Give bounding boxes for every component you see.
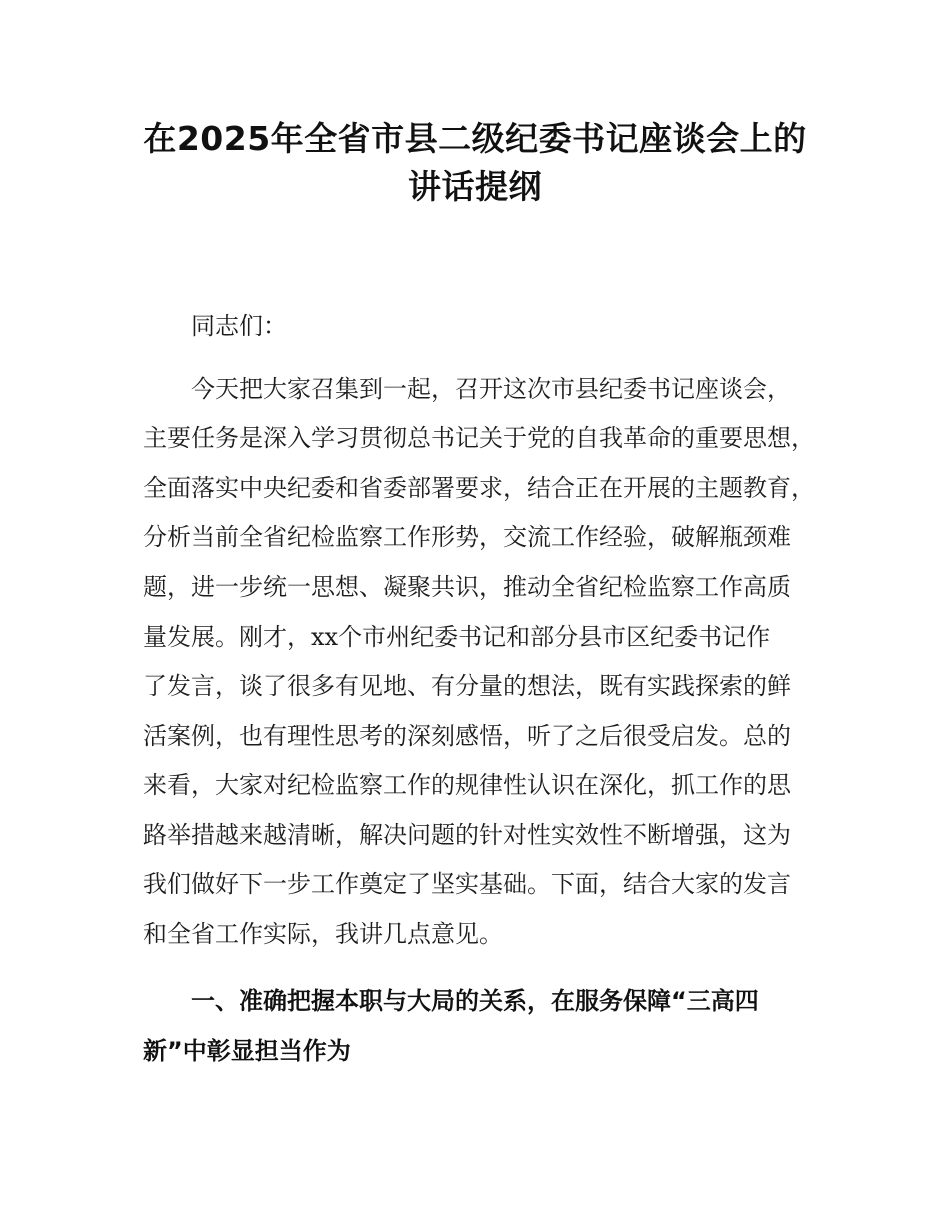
section-heading-line: 新”中彰显担当作为 [143,1037,351,1065]
paragraph-line: 今天把大家召集到一起，召开这次市县纪委书记座谈会， [191,375,791,403]
section-heading-line: 一、准确把握本职与大局的关系，在服务保障“三高四 [191,987,759,1015]
paragraph-line: 分析当前全省纪检监察工作形势，交流工作经验，破解瓶颈难 [143,523,791,551]
salutation: 同志们： [191,312,287,340]
paragraph-line: 题，进一步统一思想、凝聚共识，推动全省纪检监察工作高质 [143,573,791,601]
document-title-line-2: 讲话提纲 [408,167,542,206]
paragraph-line: 主要任务是深入学习贯彻总书记关于党的自我革命的重要思想， [143,424,815,452]
paragraph-line: 路举措越来越清晰，解决问题的针对性实效性不断增强，这为 [143,821,791,849]
paragraph-line: 和全省工作实际，我讲几点意见。 [143,920,503,948]
paragraph-line: 活案例，也有理性思考的深刻感悟，听了之后很受启发。总的 [143,722,791,750]
paragraph-line: 来看，大家对纪检监察工作的规律性认识在深化，抓工作的思 [143,771,791,799]
paragraph-line: 我们做好下一步工作奠定了坚实基础。下面，结合大家的发言 [143,870,791,898]
paragraph-line: 全面落实中央纪委和省委部署要求，结合正在开展的主题教育， [143,474,815,502]
document-title-line-1: 在2025年全省市县二级纪委书记座谈会上的 [143,119,807,158]
paragraph-line: 量发展。刚才，xx个市州纪委书记和部分县市区纪委书记作 [143,623,771,651]
paragraph-line: 了发言，谈了很多有见地、有分量的想法，既有实践探索的鲜 [143,672,791,700]
